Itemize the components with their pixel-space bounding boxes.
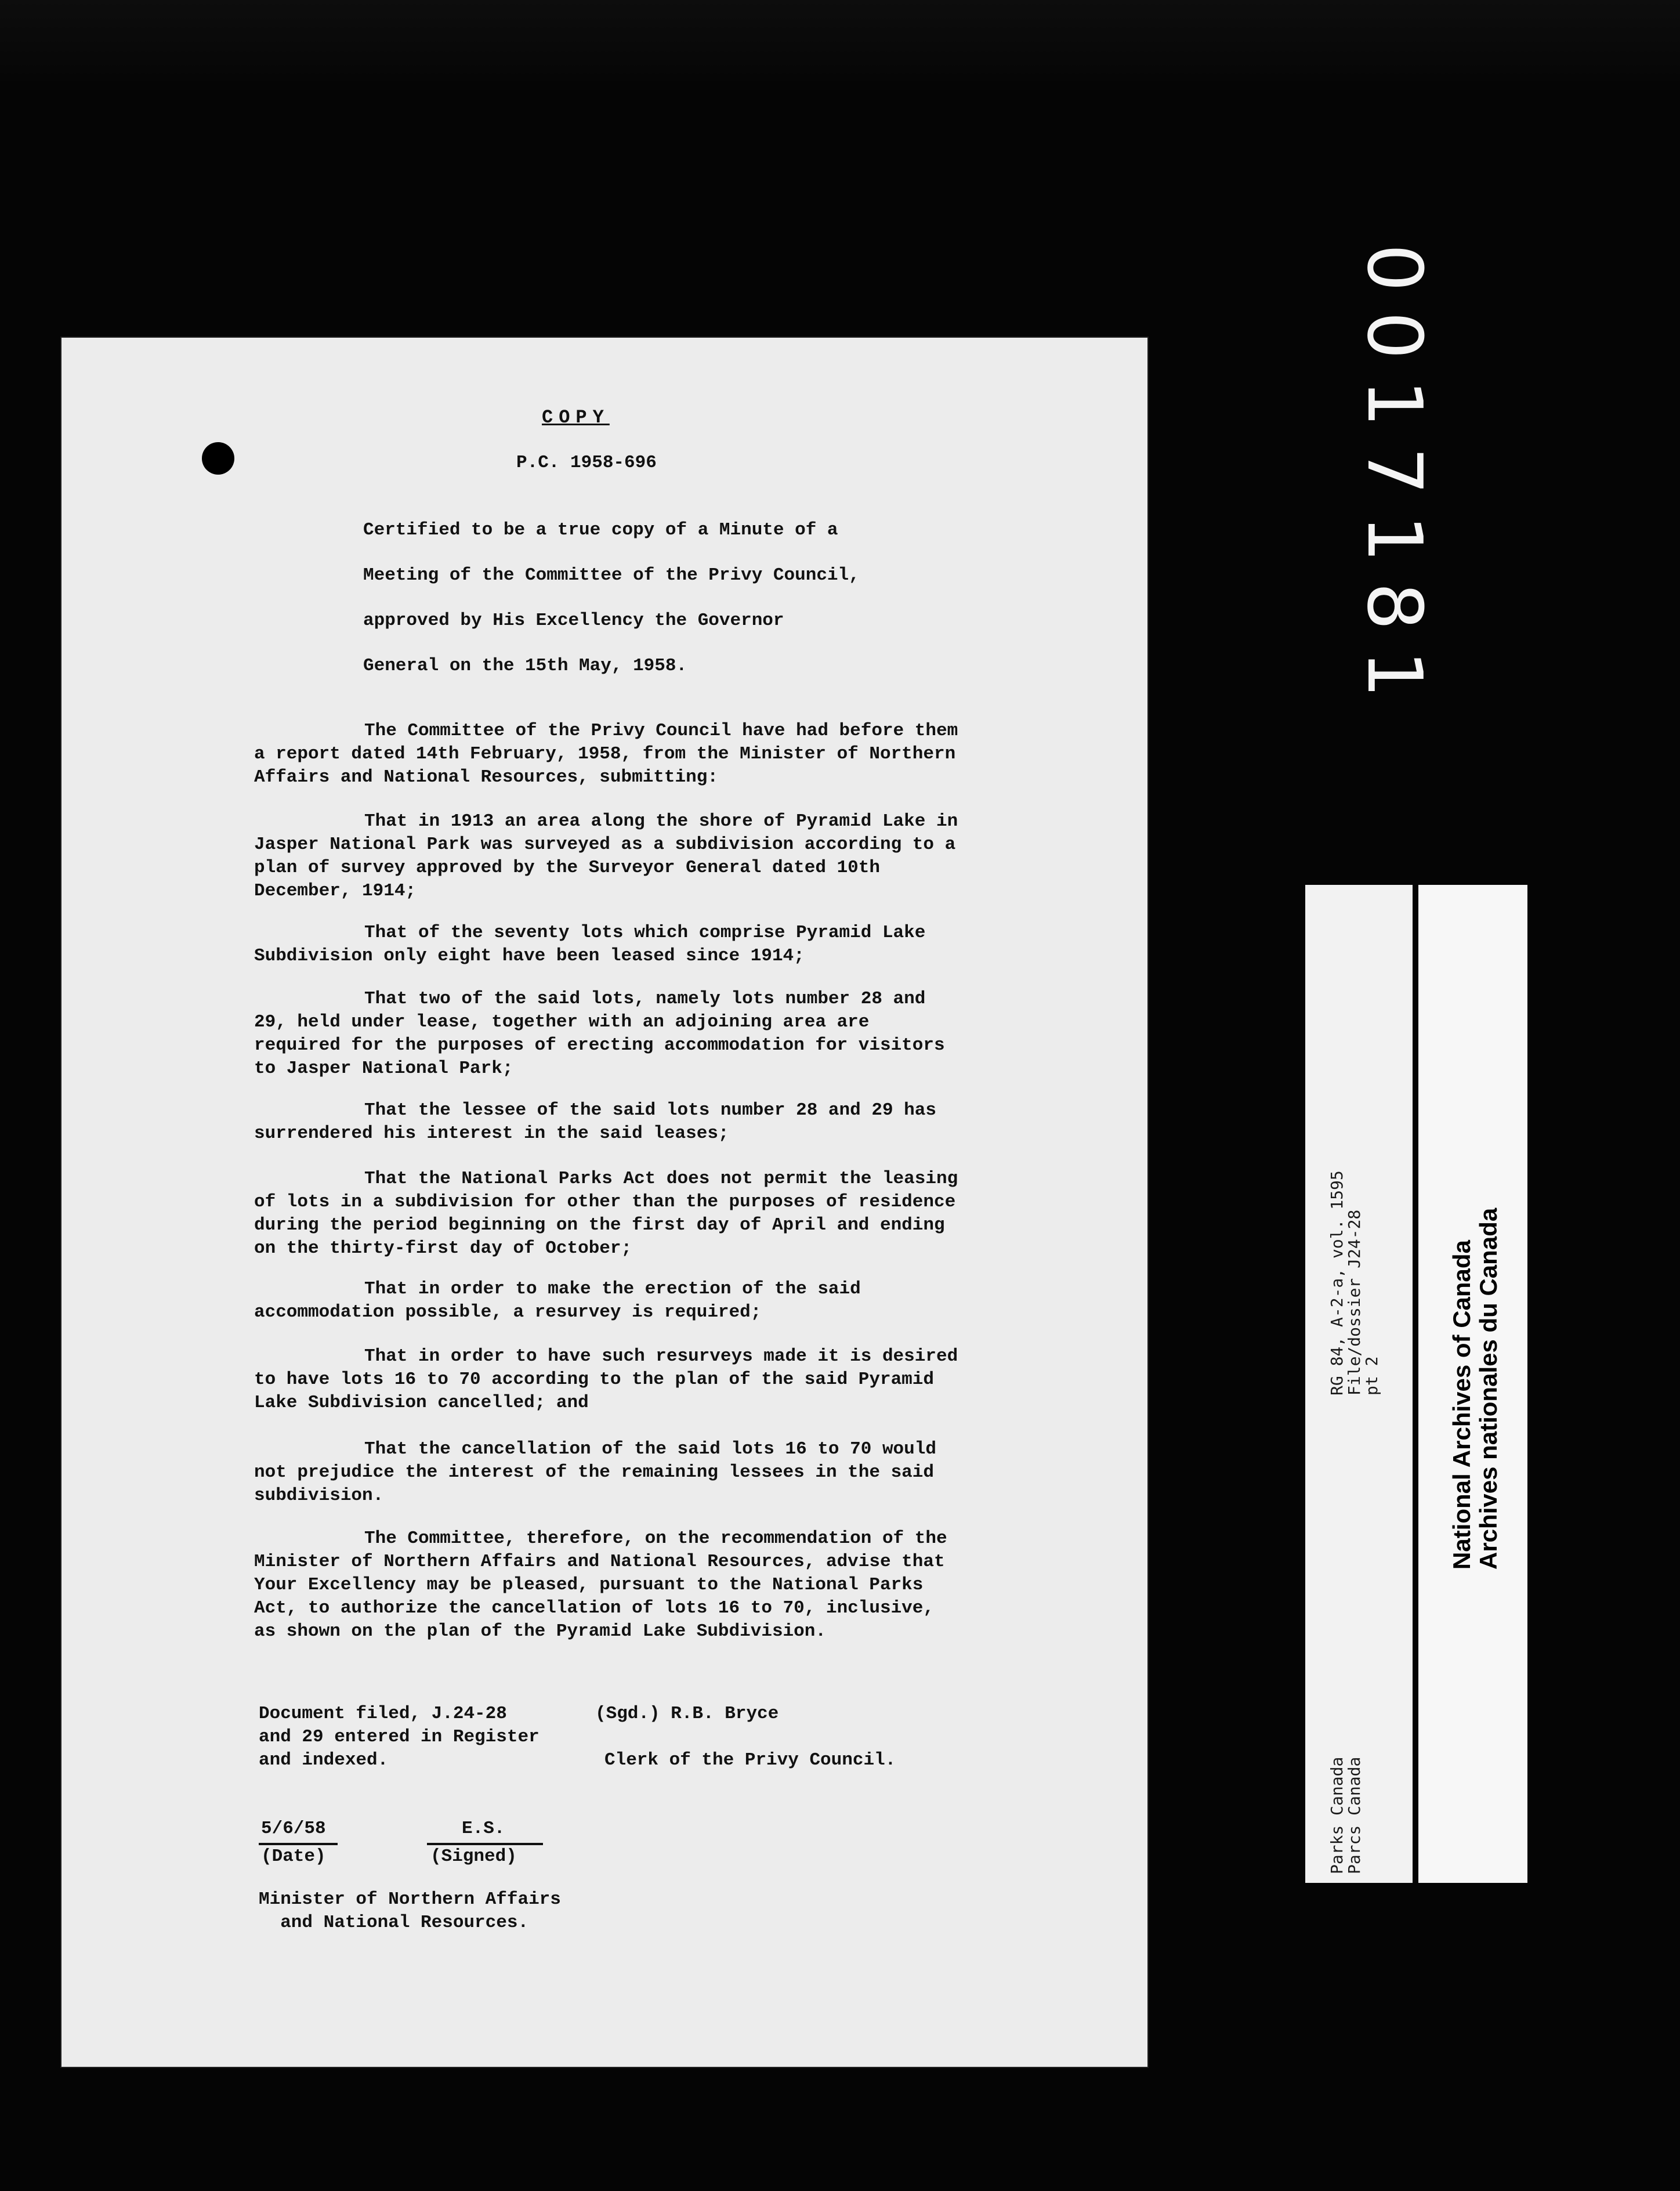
certification-line-1: Certified to be a true copy of a Minute of a <box>363 520 838 540</box>
signature-title: Clerk of the Privy Council. <box>604 1750 896 1770</box>
paragraph-lessee: That the lessee of the said lots number 28 and 29 has surrendered his interest in the said leases; <box>254 1100 936 1144</box>
paragraph-seventy-lots: That of the seventy lots which comprise Pyramid Lake Subdivision only eight have been leased since 1914; <box>254 923 926 966</box>
frame-number-text: 0017181 <box>1350 244 1439 718</box>
punch-hole <box>202 442 234 475</box>
paragraph-parks-act: That the National Parks Act does not permit the leasing of lots in a subdivision for other than the purposes of residence during the period beginning on the first day of April and ending on the thirty-first day of October; <box>254 1169 958 1259</box>
date-value: 5/6/58 <box>261 1818 326 1839</box>
archive-reference-label <box>1305 885 1413 1883</box>
copy-heading: COPY <box>542 407 610 428</box>
pc-number: P.C. 1958-696 <box>516 453 657 473</box>
film-edge <box>0 0 1680 81</box>
certification-line-4: General on the 15th May, 1958. <box>363 656 687 676</box>
paragraph-recommendation: The Committee, therefore, on the recommendation of the Minister of Northern Affairs and National Resources, advise that Your Excellency may be pleased, pursuant to the National Parks Act, to authorize the cancellation of lots 16 to 70, inclusive, as shown on the plan of the Pyramid Lake Subdivision. <box>254 1528 947 1642</box>
document-page <box>61 338 1147 2067</box>
reel-frame-number <box>1350 244 1450 789</box>
reference-text: RG 84, A-2-a, vol. 1595 File/dossier J24-28 pt 2 <box>1327 1170 1381 1395</box>
paragraph-two-lots: That two of the said lots, namely lots number 28 and 29, held under lease, together with an adjoining area are required for the purposes of erecting accommodation for visitors to Jasper National Park; <box>254 989 945 1079</box>
signature: (Sgd.) R.B. Bryce <box>595 1704 779 1724</box>
paragraph-resurvey: That in order to make the erection of the said accommodation possible, a resurvey is required; <box>254 1279 861 1322</box>
signed-label: (Signed) <box>430 1846 517 1867</box>
paragraph-1913: That in 1913 an area along the shore of Pyramid Lake in Jasper National Park was surveyed as a subdivision according to a plan of survey approved by the Surveyor General dated 10th December, 1914; <box>254 811 958 901</box>
signed-value: E.S. <box>462 1818 505 1839</box>
paragraph-cancel-request: That in order to have such resurveys made it is desired to have lots 16 to 70 according to the plan of the said Pyramid Lake Subdivision cancelled; and <box>254 1346 958 1413</box>
date-label: (Date) <box>261 1846 326 1867</box>
paragraph-intro: The Committee of the Privy Council have had before them a report dated 14th February, 1958, from the Minister of Northern Affairs and National Resources, submitting: <box>254 721 958 787</box>
archive-institution-label <box>1418 885 1527 1883</box>
certification-line-2: Meeting of the Committee of the Privy Council, <box>363 565 860 585</box>
paragraph-no-prejudice: That the cancellation of the said lots 16 to 70 would not prejudice the interest of the remaining lessees in the said subdivision. <box>254 1439 936 1506</box>
minister-title: Minister of Northern Affairs and National Resources. <box>259 1889 561 1933</box>
certification-line-3: approved by His Excellency the Governor <box>363 610 784 631</box>
institution-text: National Archives of Canada Archives nationales du Canada <box>1448 1207 1502 1570</box>
filed-note: Document filed, J.24-28 and 29 entered in Register and indexed. <box>259 1704 540 1770</box>
agency-text: Parks Canada Parcs Canada <box>1327 1756 1364 1874</box>
